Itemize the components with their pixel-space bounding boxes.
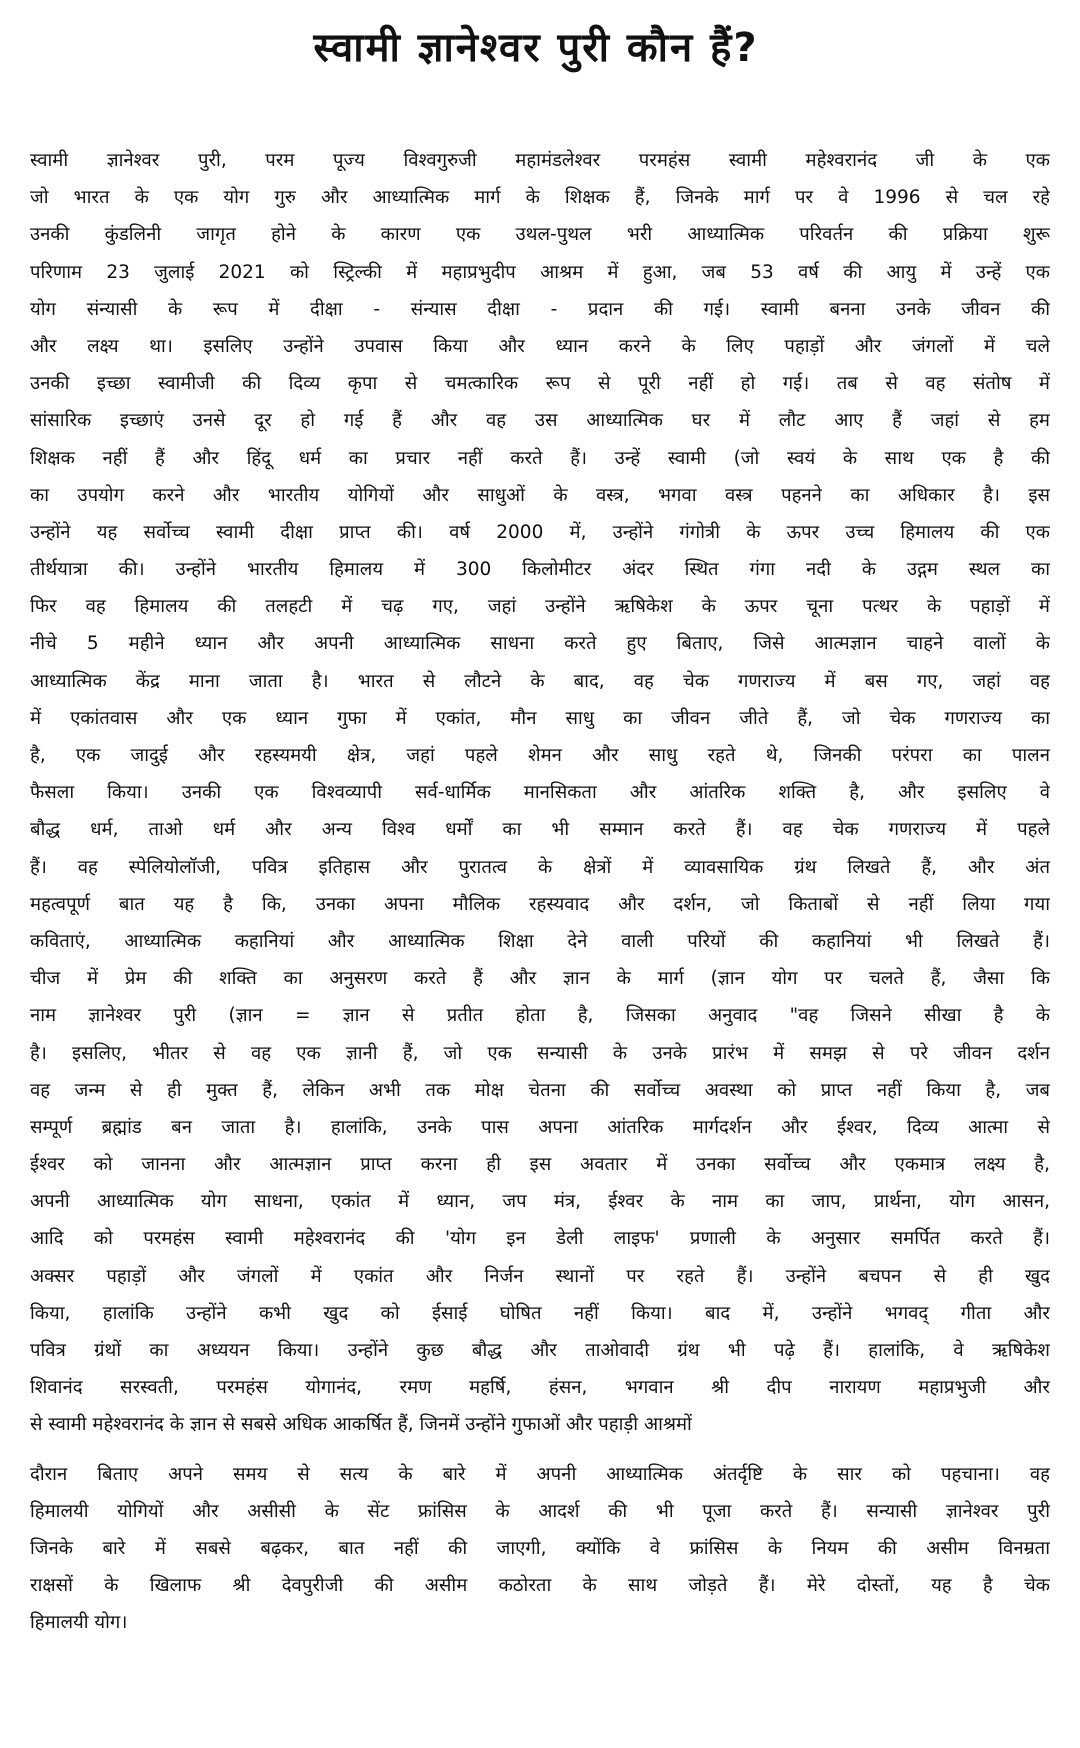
text-line: शिवानंद सरस्वती, परमहंस योगानंद, रमण महर्षि, हंसन, भगवान श्री दीप नारायण महाप्रभुजी और — [30, 1377, 1050, 1399]
text-line: हैं। वह स्पेलियोलॉजी, पवित्र इतिहास और पुरातत्व के क्षेत्रों में व्यावसायिक ग्रंथ लिखते हैं, और अंत — [30, 856, 1050, 878]
text-line: आदि को परमहंस स्वामी महेश्वरानंद की 'योग इन डेली लाइफ' प्रणाली के अनुसार समर्पित करते हैं। — [30, 1228, 1050, 1250]
text-line: हिमालयी योगियों और असीसी के सेंट फ्रांसिस के आदर्श की भी पूजा करते हैं। सन्यासी ज्ञानेश्वर पुरी — [30, 1500, 1050, 1522]
text-line: सांसारिक इच्छाएं उनसे दूर हो गई हैं और वह उस आध्यात्मिक घर में लौट आए हैं जहां से हम — [30, 410, 1050, 432]
text-line: दौरान बिताए अपने समय से सत्य के बारे में अपनी आध्यात्मिक अंतर्दृष्टि के सार को पहचाना। वह — [30, 1463, 1050, 1485]
text-line: वह जन्म से ही मुक्त हैं, लेकिन अभी तक मोक्ष चेतना की सर्वोच्च अवस्था को प्राप्त नहीं किया है, जब — [30, 1079, 1050, 1101]
text-line: फिर वह हिमालय की तलहटी में चढ़ गए, जहां उन्होंने ऋषिकेश के ऊपर चूना पत्थर के पहाड़ों में — [30, 596, 1050, 618]
text-line: है। इसलिए, भीतर से वह एक ज्ञानी हैं, जो एक सन्यासी के उनके प्रारंभ में समझ से परे जीवन दर्शन — [30, 1042, 1050, 1064]
text-line: उनकी इच्छा स्वामीजी की दिव्य कृपा से चमत्कारिक रूप से पूरी नहीं हो गई। तब से वह संतोष में — [30, 373, 1050, 395]
text-line: पवित्र ग्रंथों का अध्ययन किया। उन्होंने कुछ बौद्ध और ताओवादी ग्रंथ भी पढ़े हैं। हालांकि, वे ऋषिकेश — [30, 1340, 1050, 1361]
text-line: उन्होंने यह सर्वोच्च स्वामी दीक्षा प्राप्त की। वर्ष 2000 में, उन्होंने गंगोत्री के ऊपर उच्च हिमालय की एक — [30, 521, 1050, 543]
text-line: फैसला किया। उनकी एक विश्वव्यापी सर्व-धार्मिक मानसिकता और आंतरिक शक्ति है, और इसलिए वे — [30, 782, 1050, 804]
text-line: में एकांतवास और एक ध्यान गुफा में एकांत, मौन साधु का जीवन जीते हैं, जो चेक गणराज्य का — [30, 707, 1050, 729]
text-line: योग संन्यासी के रूप में दीक्षा - संन्यास दीक्षा - प्रदान की गई। स्वामी बनना उनके जीवन की — [30, 298, 1050, 320]
text-line: नाम ज्ञानेश्वर पुरी (ज्ञान = ज्ञान से प्रतीत होता है, जिसका अनुवाद "वह जिसने सीखा है के — [30, 1005, 1050, 1027]
text-line: चीज में प्रेम की शक्ति का अनुसरण करते हैं और ज्ञान के मार्ग (ज्ञान योग पर चलते हैं, जैसा कि — [30, 968, 1050, 990]
text-line: जिनके बारे में सबसे बढ़कर, बात नहीं की जाएगी, क्योंकि वे फ्रांसिस के नियम की असीम विनम्रता — [30, 1537, 1050, 1559]
text-line: उनकी कुंडलिनी जागृत होने के कारण एक उथल-पुथल भरी आध्यात्मिक परिवर्तन की प्रक्रिया शुरू — [30, 224, 1050, 246]
article-body — [30, 142, 1050, 1642]
text-line: और लक्ष्य था। इसलिए उन्होंने उपवास किया और ध्यान करने के लिए पहाड़ों और जंगलों में चले — [30, 335, 1050, 357]
text-line: से स्वामी महेश्वरानंद के ज्ञान से सबसे अधिक आकर्षित हैं, जिनमें उन्होंने गुफाओं और पहाड़ी आश्रमों — [30, 1414, 692, 1436]
paragraph-2 — [30, 1456, 1050, 1642]
text-line: बौद्ध धर्म, ताओ धर्म और अन्य विश्व धर्मों का भी सम्मान करते हैं। वह चेक गणराज्य में पहले — [30, 819, 1050, 841]
text-line: कविताएं, आध्यात्मिक कहानियां और आध्यात्मिक शिक्षा देने वाली परियों की कहानियां भी लिखते हैं। — [30, 930, 1050, 952]
page-title: स्वामी ज्ञानेश्वर पुरी कौन हैं? — [313, 25, 759, 71]
text-line: ईश्वर को जानना और आत्मज्ञान प्राप्त करना ही इस अवतार में उनका सर्वोच्च और एकमात्र लक्ष्य है, — [30, 1154, 1050, 1176]
text-line: हिमालयी योग। — [30, 1612, 128, 1634]
text-line: अक्सर पहाड़ों और जंगलों में एकांत और निर्जन स्थानों पर रहते हैं। उन्होंने बचपन से ही खुद — [30, 1265, 1050, 1287]
text-line: राक्षसों के खिलाफ श्री देवपुरीजी की असीम कठोरता के साथ जोड़ते हैं। मेरे दोस्तों, यह है चेक — [30, 1575, 1050, 1597]
text-line: सम्पूर्ण ब्रह्मांड बन जाता है। हालांकि, उनके पास अपना आंतरिक मार्गदर्शन और ईश्वर, दिव्य आत्मा से — [30, 1116, 1050, 1138]
text-line: जो भारत के एक योग गुरु और आध्यात्मिक मार्ग के शिक्षक हैं, जिनके मार्ग पर वे 1996 से चल रहे — [30, 187, 1050, 209]
text-line: है, एक जादुई और रहस्यमयी क्षेत्र, जहां पहले शेमन और साधु रहते थे, जिनकी परंपरा का पालन — [30, 745, 1050, 766]
text-line: स्वामी ज्ञानेश्वर पुरी, परम पूज्य विश्वगुरुजी महामंडलेश्वर परमहंस स्वामी महेश्वरानंद जी के एक — [30, 150, 1050, 171]
paragraph-gap — [30, 1444, 1050, 1456]
text-line: अपनी आध्यात्मिक योग साधना, एकांत में ध्यान, जप मंत्र, ईश्वर के नाम का जाप, प्रार्थना, योग आसन, — [30, 1191, 1050, 1213]
text-line: परिणाम 23 जुलाई 2021 को स्ट्रिल्की में महाप्रभुदीप आश्रम में हुआ, जब 53 वर्ष की आयु में उन्हें एक — [30, 261, 1050, 283]
text-line: का उपयोग करने और भारतीय योगियों और साधुओं के वस्त्र, भगवा वस्त्र पहनने का अधिकार है। इस — [30, 484, 1050, 506]
text-line: आध्यात्मिक केंद्र माना जाता है। भारत से लौटने के बाद, वह चेक गणराज्य में बस गए, जहां वह — [30, 670, 1050, 692]
paragraph-1 — [30, 142, 1050, 1444]
text-line: किया, हालांकि उन्होंने कभी खुद को ईसाई घोषित नहीं किया। बाद में, उन्होंने भगवद् गीता और — [30, 1302, 1050, 1324]
text-line: नीचे 5 महीने ध्यान और अपनी आध्यात्मिक साधना करते हुए बिताए, जिसे आत्मज्ञान चाहने वालों के — [30, 633, 1050, 655]
text-line: शिक्षक नहीं हैं और हिंदू धर्म का प्रचार नहीं करते हैं। उन्हें स्वामी (जो स्वयं के साथ एक है की — [30, 447, 1050, 469]
text-line: महत्वपूर्ण बात यह है कि, उनका अपना मौलिक रहस्यवाद और दर्शन, जो किताबों से नहीं लिया गया — [30, 893, 1050, 915]
text-line: तीर्थयात्रा की। उन्होंने भारतीय हिमालय में 300 किलोमीटर अंदर स्थित गंगा नदी के उद्गम स्थल का — [30, 559, 1050, 581]
